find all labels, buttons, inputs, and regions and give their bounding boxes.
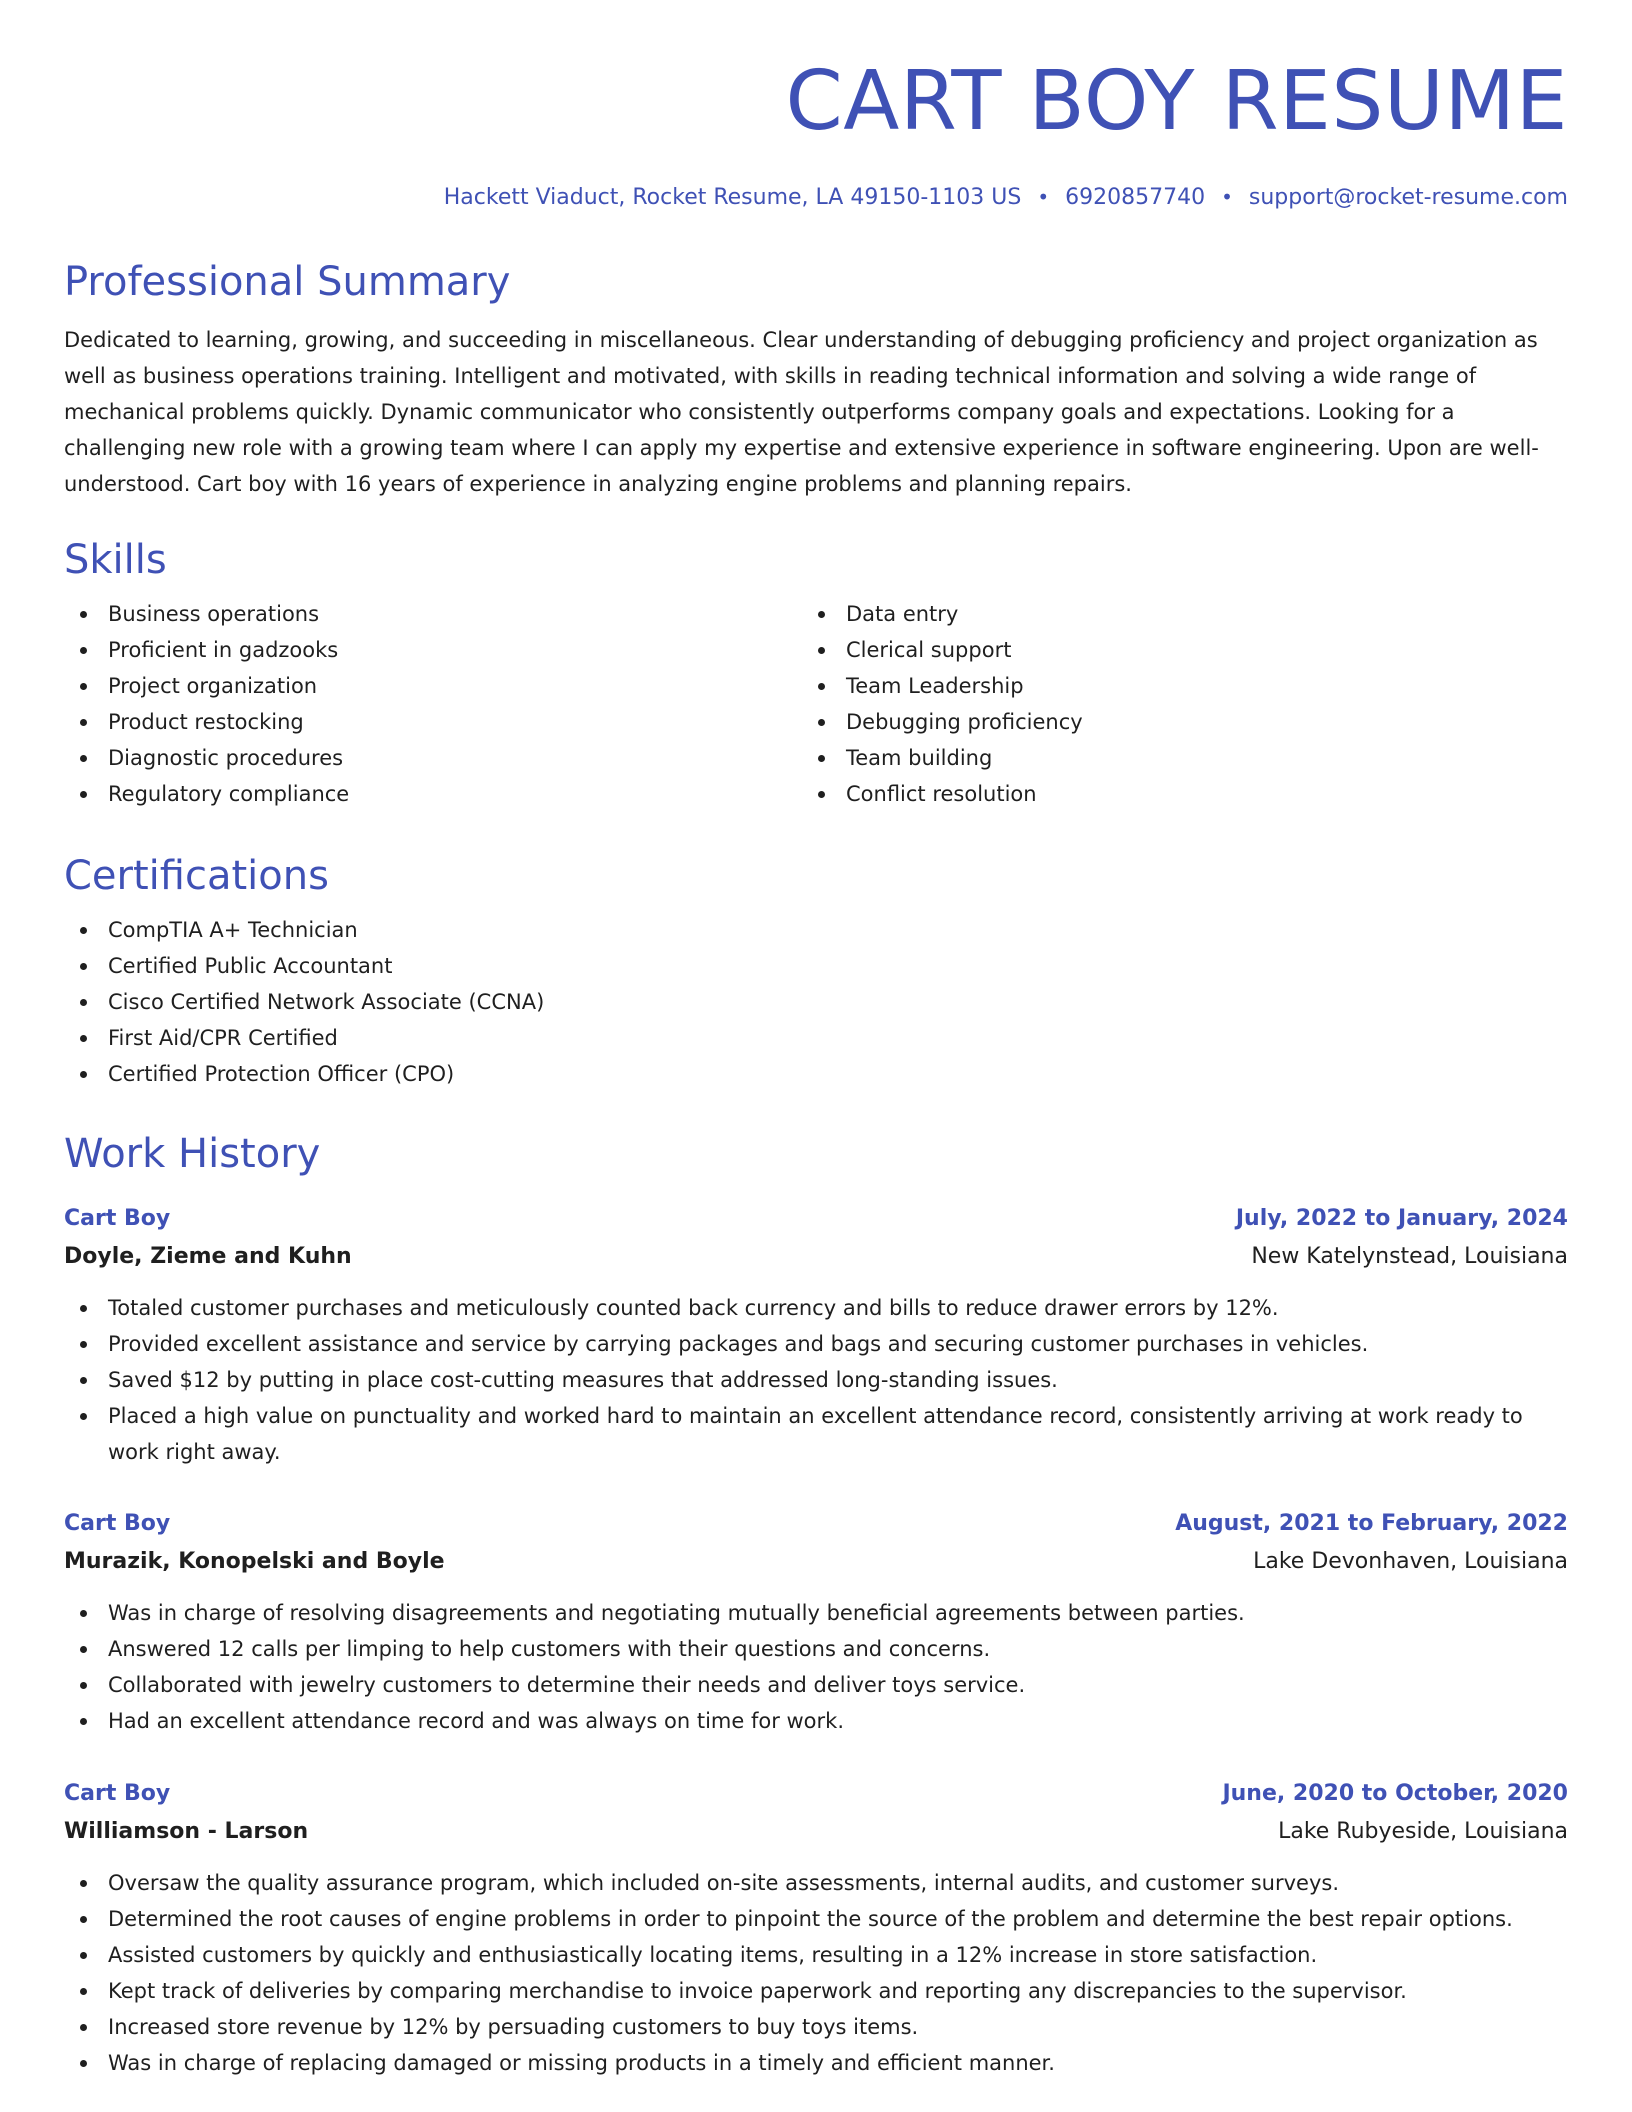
job-bullet-text: Increased store revenue by 12% by persuading customers to buy toys items.: [108, 2015, 919, 2039]
list-item: [64, 632, 802, 668]
job-bullet-text: Collaborated with jewelry customers to determine their needs and deliver toys service.: [108, 1673, 1026, 1697]
job-location: Lake Devonhaven, Louisiana: [1253, 1549, 1568, 1574]
work-history-section: [64, 1130, 1568, 1178]
list-item: [64, 1703, 1568, 1739]
bullet-dot: [80, 755, 87, 762]
list-item: [64, 704, 802, 740]
skill-text: Conflict resolution: [846, 782, 1037, 806]
bullet-dot: [80, 1035, 87, 1042]
certification-text: CompTIA A+ Technician: [108, 918, 358, 942]
job-dates: July, 2022 to January, 2024: [1235, 1206, 1568, 1231]
list-item: [64, 740, 802, 776]
bullet-dot: [80, 927, 87, 934]
bullet-dot: [80, 1646, 87, 1653]
job-bullet-text: Oversaw the quality assurance program, which included on-site assessments, internal audits, and customer surveys.: [108, 1871, 1340, 1895]
summary-section: [64, 258, 1568, 502]
job-entry: [64, 1200, 1568, 1470]
skill-text: Data entry: [846, 602, 959, 626]
list-item: [64, 1667, 1568, 1703]
job-bullet-text: Kept track of deliveries by comparing merchandise to invoice paperwork and reporting any discrepancies to the supervisor.: [108, 1979, 1407, 2003]
job-bullets: [64, 1290, 1568, 1470]
job-bullet-text: Provided excellent assistance and service by carrying packages and bags and securing customer purchases in vehicles.: [108, 1332, 1369, 1356]
list-item: [64, 668, 802, 704]
job-title: Cart Boy: [64, 1511, 171, 1536]
list-item: [64, 1056, 1568, 1092]
skills-section: [64, 536, 1568, 812]
job-bullet-text: Saved $12 by putting in place cost-cutting measures that addressed long-standing issues.: [108, 1368, 1058, 1392]
bullet-dot: [818, 791, 825, 798]
bullet-dot: [818, 611, 825, 618]
job-entry: [64, 1505, 1568, 1739]
skill-text: Product restocking: [108, 710, 304, 734]
bullet-dot: [80, 1377, 87, 1384]
contact-phone: 6920857740: [1065, 185, 1206, 210]
certifications-section: [64, 852, 1568, 1092]
list-item: [64, 1901, 1568, 1937]
job-bullets: [64, 1865, 1568, 2081]
bullet-dot: [80, 963, 87, 970]
list-item: [64, 1865, 1568, 1901]
certification-text: Certified Protection Officer (CPO): [108, 1062, 455, 1086]
bullet-dot: [80, 647, 87, 654]
job-dates: June, 2020 to October, 2020: [1222, 1781, 1568, 1806]
bullet-dot: [80, 1952, 87, 1959]
skill-text: Regulatory compliance: [108, 782, 350, 806]
bullet-dot: [80, 2060, 87, 2067]
list-item: [64, 912, 1568, 948]
certification-text: Cisco Certified Network Associate (CCNA): [108, 990, 545, 1014]
job-bullet-text: Was in charge of replacing damaged or missing products in a timely and efficient manner.: [108, 2051, 1055, 2075]
bullet-dot: [80, 1916, 87, 1923]
bullet-dot: [80, 1610, 87, 1617]
list-item: [64, 2009, 1568, 2045]
skill-text: Proficient in gadzooks: [108, 638, 339, 662]
bullet-dot: [80, 1071, 87, 1078]
contact-address: Hackett Viaduct, Rocket Resume, LA 49150-1103 US: [443, 185, 1022, 210]
work-history-heading: Work History: [64, 1131, 321, 1177]
list-item: [802, 776, 1540, 812]
contact-separator: •: [1037, 185, 1050, 209]
certification-text: Certified Public Accountant: [108, 954, 393, 978]
bullet-dot: [80, 1880, 87, 1887]
resume-name: CART BOY RESUME: [785, 54, 1568, 149]
job-company: Williamson - Larson: [64, 1819, 309, 1844]
skill-text: Clerical support: [846, 638, 1012, 662]
certification-text: First Aid/CPR Certified: [108, 1026, 338, 1050]
job-location: Lake Rubyeside, Louisiana: [1278, 1819, 1568, 1844]
list-item: [64, 1937, 1568, 1973]
list-item: [802, 740, 1540, 776]
list-item: [64, 1973, 1568, 2009]
job-bullet-text: Totaled customer purchases and meticulously counted back currency and bills to reduce drawer errors by 12%.: [108, 1296, 1279, 1320]
list-item: [802, 596, 1540, 632]
skills-list-right: [802, 596, 1540, 812]
skill-text: Project organization: [108, 674, 318, 698]
bullet-dot: [80, 1718, 87, 1725]
bullet-dot: [818, 683, 825, 690]
skill-text: Debugging proficiency: [846, 710, 1083, 734]
job-bullet-text: Determined the root causes of engine problems in order to pinpoint the source of the problem and determine the best repair options.: [108, 1907, 1513, 1931]
bullet-dot: [80, 1682, 87, 1689]
job-dates: August, 2021 to February, 2022: [1175, 1511, 1568, 1536]
job-bullet-text: Answered 12 calls per limping to help customers with their questions and concerns.: [108, 1637, 991, 1661]
summary-text: Dedicated to learning, growing, and succeeding in miscellaneous. Clear understanding of debugging proficiency and project organization as well as business operations training. Intelligent and motivated, with skills in reading technical information and solving a wide range of mechanical problems quickly. Dynamic communicator who consistently outperforms company goals and expectations. Looking for a challenging new role with a growing team where I can apply my expertise and extensive experience in software engineering. Upon are well-understood. Cart boy with 16 years of experience in analyzing engine problems and planning repairs.: [64, 328, 1539, 496]
bullet-dot: [80, 791, 87, 798]
skill-text: Team building: [846, 746, 993, 770]
bullet-dot: [80, 1413, 87, 1420]
skill-text: Business operations: [108, 602, 320, 626]
list-item: [802, 668, 1540, 704]
list-item: [64, 1326, 1568, 1362]
skills-grid: [64, 596, 1568, 812]
contact-line: [444, 182, 1568, 213]
job-title: Cart Boy: [64, 1781, 171, 1806]
job-location: New Katelynstead, Louisiana: [1251, 1244, 1568, 1269]
bullet-dot: [818, 755, 825, 762]
bullet-dot: [80, 1305, 87, 1312]
job-header-row: [64, 1505, 1568, 1543]
bullet-dot: [80, 611, 87, 618]
skills-list-left: [64, 596, 802, 812]
certifications-list: [64, 912, 1568, 1092]
list-item: [802, 632, 1540, 668]
list-item: [64, 776, 802, 812]
contact-email[interactable]: support@rocket-resume.com: [1248, 185, 1568, 210]
bullet-dot: [80, 1988, 87, 1995]
list-item: [64, 1595, 1568, 1631]
job-title: Cart Boy: [64, 1206, 171, 1231]
certifications-heading: Certifications: [64, 853, 329, 899]
skill-text: Diagnostic procedures: [108, 746, 344, 770]
job-company: Doyle, Zieme and Kuhn: [64, 1244, 352, 1269]
bullet-dot: [80, 719, 87, 726]
list-item: [64, 1398, 1568, 1470]
job-bullets: [64, 1595, 1568, 1739]
list-item: [64, 1020, 1568, 1056]
list-item: [64, 948, 1568, 984]
list-item: [64, 1362, 1568, 1398]
list-item: [64, 596, 802, 632]
bullet-dot: [818, 719, 825, 726]
job-subheader-row: [64, 1238, 1568, 1276]
list-item: [64, 1290, 1568, 1326]
list-item: [802, 704, 1540, 740]
job-bullet-text: Assisted customers by quickly and enthusiastically locating items, resulting in a 12% increase in store satisfaction.: [108, 1943, 1318, 1967]
skills-heading: Skills: [64, 537, 167, 583]
list-item: [64, 2045, 1568, 2081]
contact-separator: •: [1221, 185, 1233, 209]
bullet-dot: [818, 647, 825, 654]
bullet-dot: [80, 2024, 87, 2031]
job-bullet-text: Placed a high value on punctuality and worked hard to maintain an excellent attendance record, consistently arriving at work ready to work right away.: [108, 1404, 1523, 1464]
job-header-row: [64, 1775, 1568, 1813]
bullet-dot: [80, 1341, 87, 1348]
list-item: [64, 984, 1568, 1020]
job-subheader-row: [64, 1543, 1568, 1581]
job-entry: [64, 1775, 1568, 2081]
job-bullet-text: Had an excellent attendance record and was always on time for work.: [108, 1709, 845, 1733]
summary-heading: Professional Summary: [64, 259, 511, 305]
job-bullet-text: Was in charge of resolving disagreements and negotiating mutually beneficial agreements between parties.: [108, 1601, 1245, 1625]
bullet-dot: [80, 683, 87, 690]
job-company: Murazik, Konopelski and Boyle: [64, 1549, 445, 1574]
list-item: [64, 1631, 1568, 1667]
skill-text: Team Leadership: [846, 674, 1024, 698]
job-header-row: [64, 1200, 1568, 1238]
bullet-dot: [80, 999, 87, 1006]
job-subheader-row: [64, 1813, 1568, 1851]
